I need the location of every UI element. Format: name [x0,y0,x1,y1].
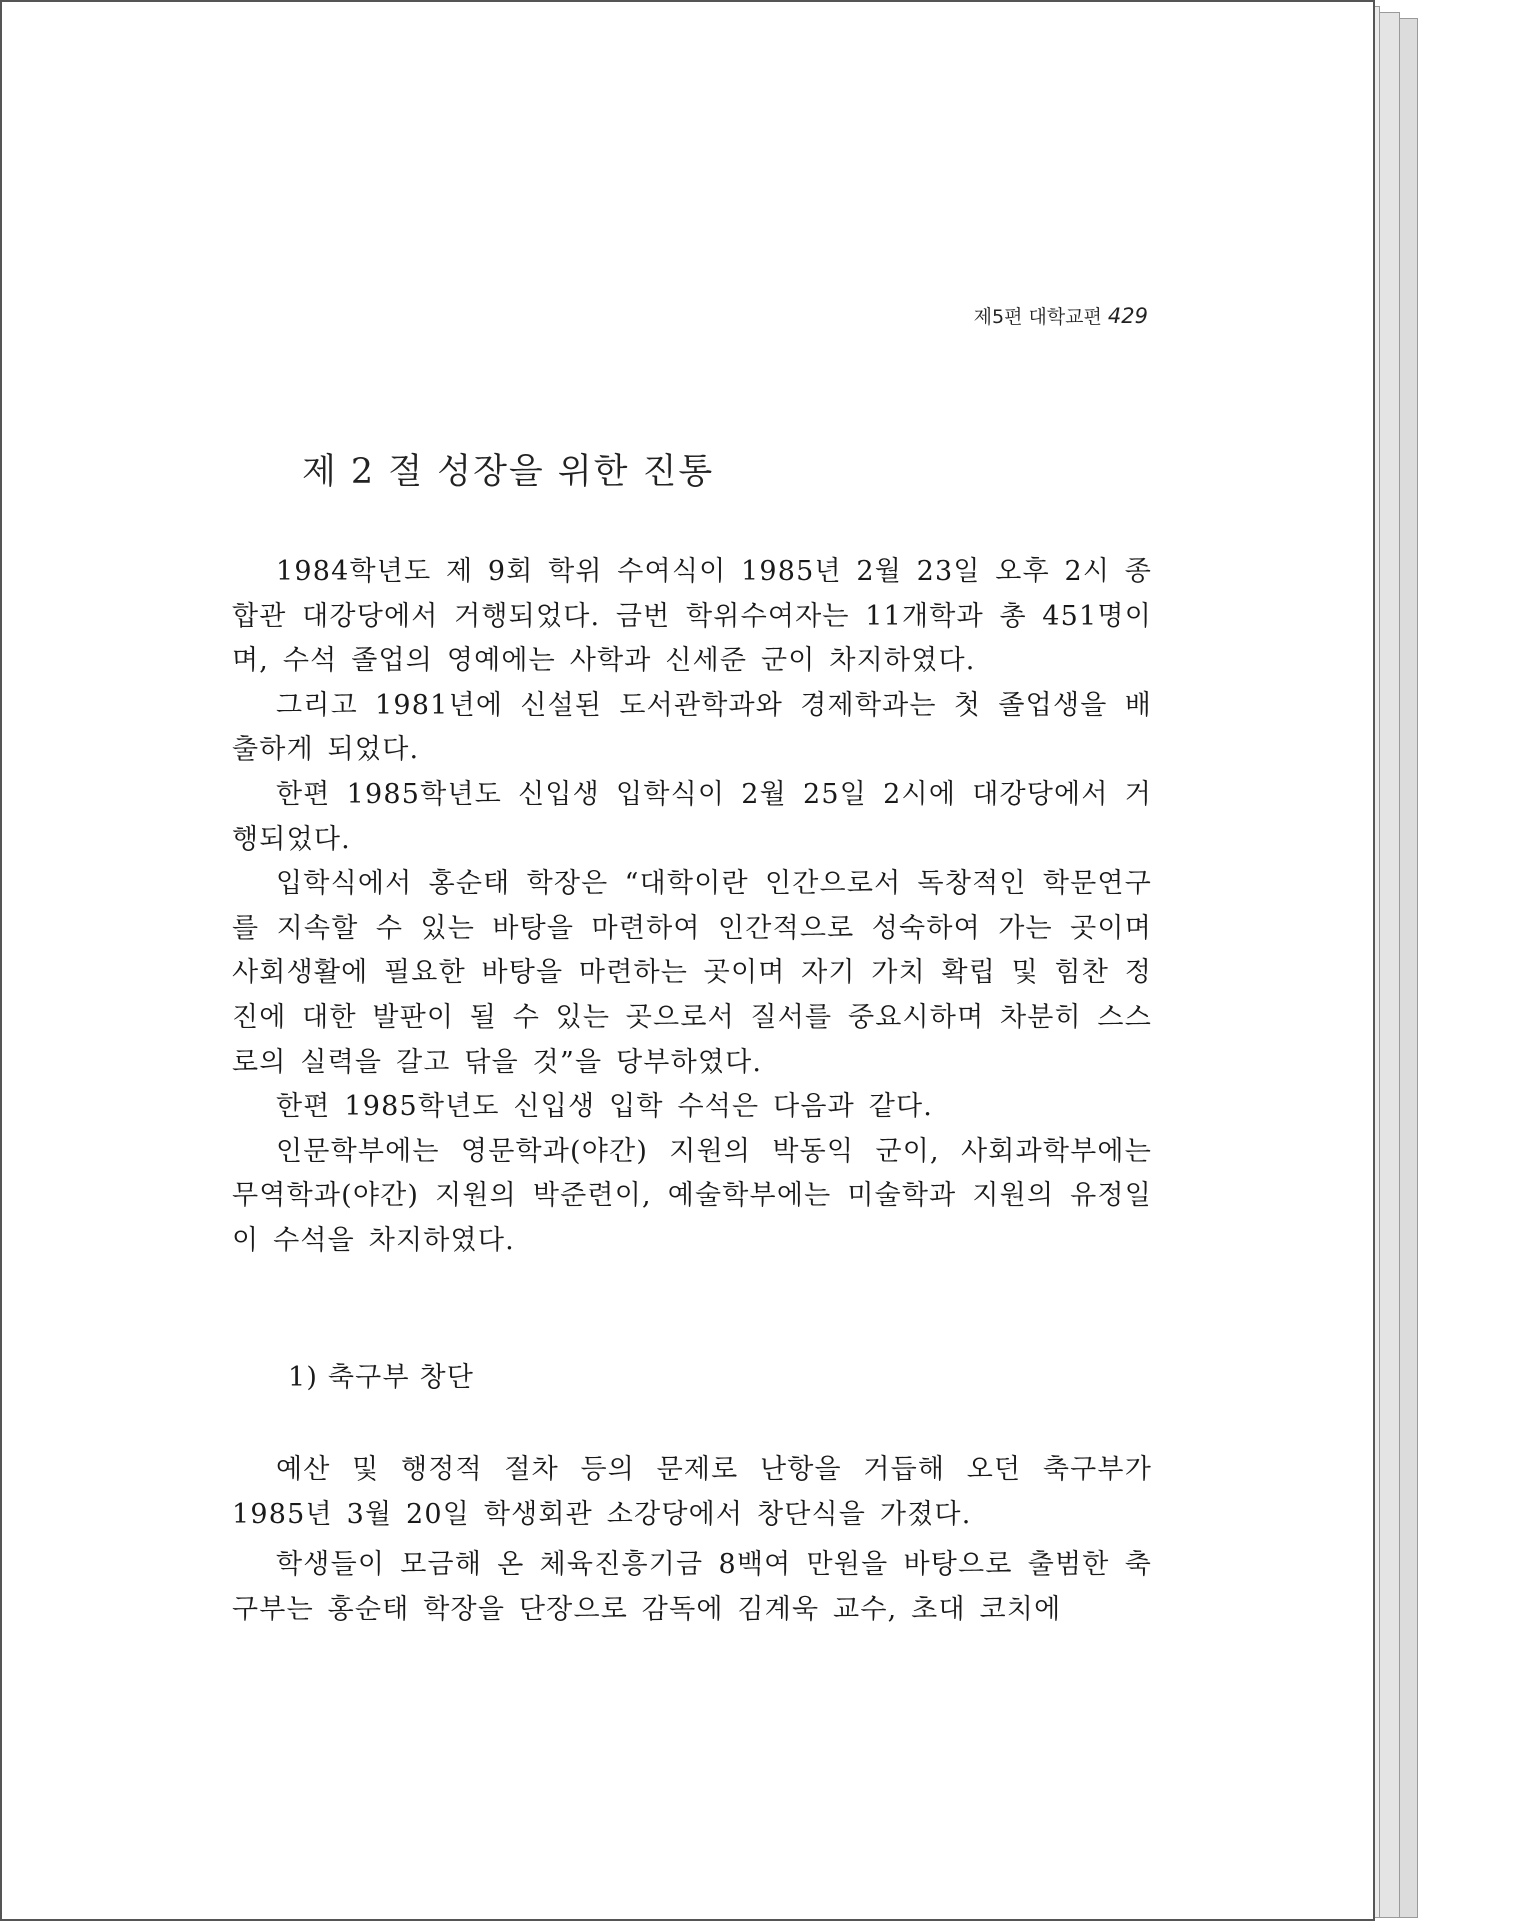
paragraph: 예산 및 행정적 절차 등의 문제로 난항을 거듭해 오던 축구부가 1985년 3월 20일 학생회관 소강당에서 창단식을 가졌다. [232,1454,1152,1530]
paragraph: 한편 1985학년도 신입생 입학식이 2월 25일 2시에 대강당에서 거행되었다. [232,778,1152,855]
paragraph: 한편 1985학년도 신입생 입학 수석은 다음과 같다. [276,1091,934,1123]
running-head [974,302,1148,329]
paragraph: 그리고 1981년에 신설된 도서관학과와 경제학과는 첫 졸업생을 배출하게 되었다. [232,689,1152,766]
paragraph: 인문학부에는 영문학과(야간) 지원의 박동익 군이, 사회과학부에는 무역학과(야간) 지원의 박준련이, 예술학부에는 미술학과 지원의 유정일이 수석을 차지하였다. [232,1135,1152,1256]
body-text [232,550,1152,1264]
paragraph: 1984학년도 제 9회 학위 수여식이 1985년 2월 23일 오후 2시 종합관 대강당에서 거행되었다. 금번 학위수여자는 11개학과 총 451명이며, 수석 졸업의 영예에는 사학과 신세준 군이 차지하였다. [232,556,1152,677]
subsection-body [232,1448,1152,1632]
running-head-label: 제5편 대학교편 [973,306,1102,328]
paragraph: 입학식에서 홍순태 학장은 “대학이란 인간으로서 독창적인 학문연구를 지속할 수 있는 바탕을 마련하여 인간적으로 성숙하여 가는 곳이며 사회생활에 필요한 바탕을 마련하는 곳이며 자기 가치 확립 및 힘찬 정진에 대한 발판이 될 수 있는 곳으로서 질서를 중요시하며 차분히 스스로의 실력을 갈고 닦을 것”을 당부하였다. [232,868,1152,1078]
subsection-title: 1) 축구부 창단 [288,1362,475,1393]
page-number: 429 [1107,304,1148,328]
paragraph: 학생들이 모금해 온 체육진흥기금 8백여 만원을 바탕으로 출범한 축구부는 홍순태 학장을 단장으로 감독에 김계욱 교수, 초대 코치에 [232,1549,1152,1625]
section-title: 제 2 절 성장을 위한 진통 [302,452,715,492]
